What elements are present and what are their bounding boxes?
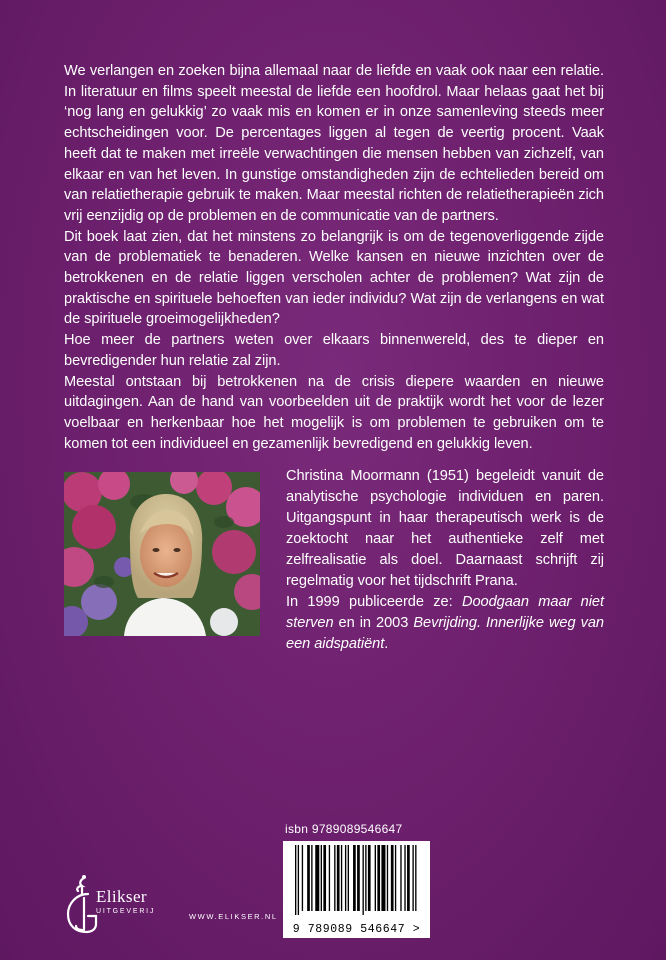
book-title-2: Bevrijding. Innerlijke weg van een aidspatiënt — [286, 615, 604, 652]
book-blurb — [64, 61, 604, 454]
isbn-label: isbn 9789089546647 — [285, 822, 403, 836]
bio-paragraph-2-middle: en in 2003 — [333, 615, 414, 631]
barcode-number: 9 789089 546647 > — [292, 923, 421, 936]
publisher-subtitle: UITGEVERIJ — [96, 908, 156, 915]
bio-paragraph-2-prefix: In 1999 publiceerde ze: — [286, 594, 462, 610]
author-bio — [286, 466, 604, 655]
publisher-name: Elikser — [96, 887, 147, 906]
barcode — [283, 841, 430, 938]
blurb-paragraph-2: Dit boek laat zien, dat het minstens zo belangrijk is om de tegenoverliggende zijde van de problematiek te benaderen. Welke kansen en nieuwe inzichten over de betrokkenen en de relatie liggen verscholen achter de problemen? Wat zijn de praktische en spirituele behoeften van ieder individu? Wat zijn de verlangens en wat de spirituele groeimogelijkheden? — [64, 228, 604, 328]
author-photo — [64, 472, 260, 636]
blurb-paragraph-1: We verlangen en zoeken bijna allemaal naar de liefde en vaak ook naar een relatie. In literatuur en films speelt meestal de liefde een hoofdrol. Maar helaas gaat het bij ‘nog lang en gelukkig’ zo vaak mis en komen er in onze samenleving steeds meer echtscheidingen voor. De percentages liggen al tegen de veertig procent. Vaak heeft dat te maken met irreële verwachtingen die mensen hebben van zichzelf, van elkaar en van het leven. In gunstige omstandigheden zijn de echtelieden bereid om van relatietherapie gebruik te maken. Maar meestal richten de relatietherapieën zich vrij eenzijdig op de problemen en de communicatie van de partners. — [64, 63, 604, 224]
publisher-website: WWW.ELIKSER.NL — [189, 912, 278, 921]
blurb-paragraph-4: Meestal ontstaan bij betrokkenen na de crisis diepere waarden en nieuwe uitdagingen. Aan de hand van voorbeelden uit de praktijk wordt het voor de lezer voelbaar en herkenbaar hoe het mogelijk is om problemen te gebruiken om te komen tot een individueel en gezamenlijk bevredigend en gelukkig leven. — [64, 373, 604, 452]
barcode-bars — [289, 845, 424, 915]
book-title-1: Doodgaan maar niet sterven — [286, 594, 604, 631]
bio-paragraph-1: Christina Moormann (1951) begeleidt vanuit de analytische psychologie individuen en paren. Uitgangspunt in haar therapeutisch werk is de zoektocht naar het authentieke zelf met zelfrealisatie als doel. Daarnaast schrijft zij regelmatig voor het tijdschrift Prana. — [286, 468, 604, 589]
bio-paragraph-2-suffix: . — [384, 636, 389, 652]
blurb-paragraph-3: Hoe meer de partners weten over elkaars binnenwereld, des te dieper en bevredigender hun relatie zal zijn. — [64, 332, 604, 369]
